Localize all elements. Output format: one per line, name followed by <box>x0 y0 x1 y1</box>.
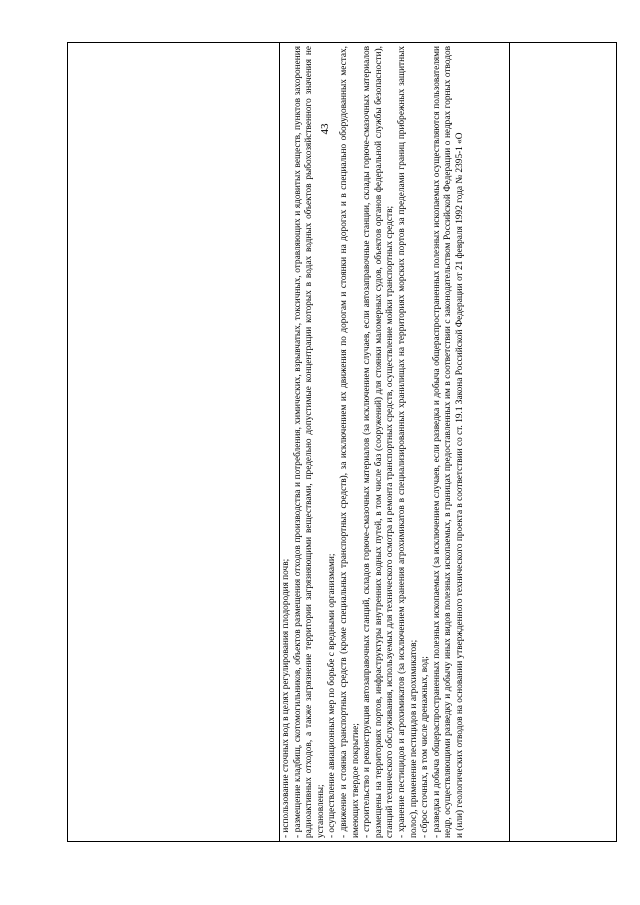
restriction-item: - размещение кладбищ, скотомогильников, объектов размещения отходов производства и потребления, химических, взрывчатых, токсичных, отравляющих и ядовитых веществ, пунктов захоронения радиоактивных отходов, а также загрязнение территории загрязняющими веществами, предельно допустимые концентрации которых в водах водных объектов рыбохозяйственного значения не установлены; <box>292 46 326 838</box>
restriction-item: - разведка и добыча общераспространенных полезных ископаемых (за исключением случаев, если разведка и добыча общераспространенных полезных ископаемых осуществляются пользователями недр, осуществляющими разведку и добычу иных видов полезных ископаемых, в границах предоставленных им в соответствии с законодательством Российской Федерации о недрах горных отводов и (или) геологических отводов на основании утвержденного технического проекта в соответствии со ст. 19.1 Закона Российской Федерации от 21 февраля 1992 года № 2395-1 «О <box>431 46 465 838</box>
restrictions-table <box>67 42 617 842</box>
restrictions-text <box>281 46 467 838</box>
restriction-item: - использование сточных вод в целях регулирования плодородия почв; <box>281 558 291 838</box>
table-rotated-content <box>67 42 617 842</box>
restriction-item: - хранение пестицидов и агрохимикатов (за исключением хранения агрохимикатов в специализированных хранилищах на территориях морских портов за пределами границ прибрежных защитных полос), применение пестицидов и агрохимикатов; <box>396 46 419 838</box>
restriction-item: - сброс сточных, в том числе дренажных, вод; <box>420 656 431 838</box>
restriction-item: - осуществление авиационных мер по борьбе с вредными организмами; <box>327 553 338 838</box>
table-middle-column <box>280 43 510 841</box>
restriction-item: - строительство и реконструкция автозаправочных станций, складов горюче-смазочных материалов (за исключением случаев, если автозаправочные станции, склады горюче-смазочных материалов размещены на территориях портов, инфраструктуры внутренних водных путей, в том числе баз (сооружений) для стоянки маломерных судов, объектов органов федеральной службы безопасности), станций технического обслуживания, используемых для технического осмотра и ремонта транспортных средств, осуществление мойки транспортных средств; <box>362 46 396 838</box>
table-left-column <box>510 43 616 841</box>
table-right-column <box>68 43 280 841</box>
page-number: 43 <box>319 123 331 135</box>
restriction-item: - движение и стоянка транспортных средств (кроме специальных транспортных средств), за исключением их движения по дорогам и стоянки на дорогах и в специально оборудованных местах, имеющих твердое покрытие; <box>338 46 361 838</box>
